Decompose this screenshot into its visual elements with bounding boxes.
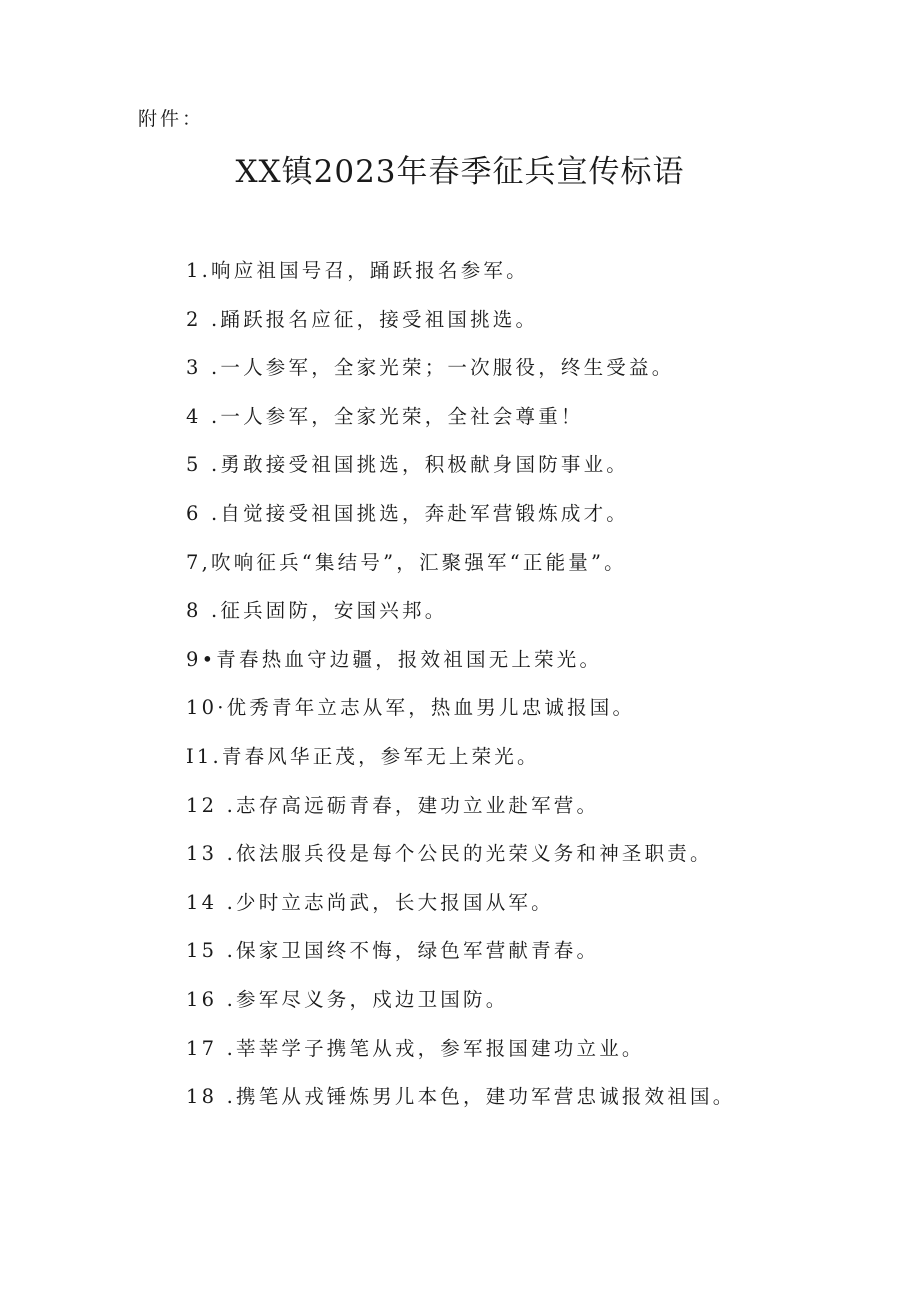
slogan-item: 8 .征兵固防，安国兴邦。: [186, 599, 448, 623]
slogan-item: 7,吹响征兵“集结号”，汇聚强军“正能量”。: [186, 550, 627, 574]
attachment-label: 附件：: [138, 108, 205, 130]
slogan-item: 12 .志存高远砺青春，建功立业赴军营。: [186, 793, 600, 817]
slogan-item: 18 .携笔从戎锤炼男儿本色，建功军营忠诚报效祖国。: [186, 1085, 736, 1109]
slogan-item: 1.响应祖国号召，踊跃报名参军。: [186, 259, 529, 282]
slogan-item: 17 .莘莘学子携笔从戎，参军报国建功立业。: [186, 1036, 645, 1060]
slogan-item: 4 .一人参军，全家光荣，全社会尊重！: [186, 404, 584, 428]
slogan-item: 6 .自觉接受祖国挑选，奔赴军营锻炼成才。: [186, 501, 630, 525]
slogan-list: [186, 256, 735, 1131]
slogan-item: 13 .依法服兵役是每个公民的光荣义务和神圣职责。: [186, 842, 713, 866]
slogan-item: 15 .保家卫国终不悔，绿色军营献青春。: [186, 939, 600, 963]
slogan-item: 3 .一人参军，全家光荣；一次服役，终生受益。: [186, 356, 675, 380]
slogan-item: I1.青春风华正茂，参军无上荣光。: [186, 744, 540, 768]
slogan-item: 2 .踊跃报名应征，接受祖国挑选。: [186, 307, 539, 331]
page-title: XX镇2023年春季征兵宣传标语: [235, 154, 685, 190]
slogan-item: 14 .少时立志尚武，长大报国从军。: [186, 890, 554, 914]
slogan-item: 10·优秀青年立志从军，热血男儿忠诚报国。: [186, 696, 636, 720]
slogan-item: 5 .勇敢接受祖国挑选，积极献身国防事业。: [186, 453, 630, 477]
slogan-item: 16 .参军尽义务，戍边卫国防。: [186, 987, 509, 1011]
slogan-item: 9•青春热血守边疆，报效祖国无上荣光。: [186, 647, 603, 671]
